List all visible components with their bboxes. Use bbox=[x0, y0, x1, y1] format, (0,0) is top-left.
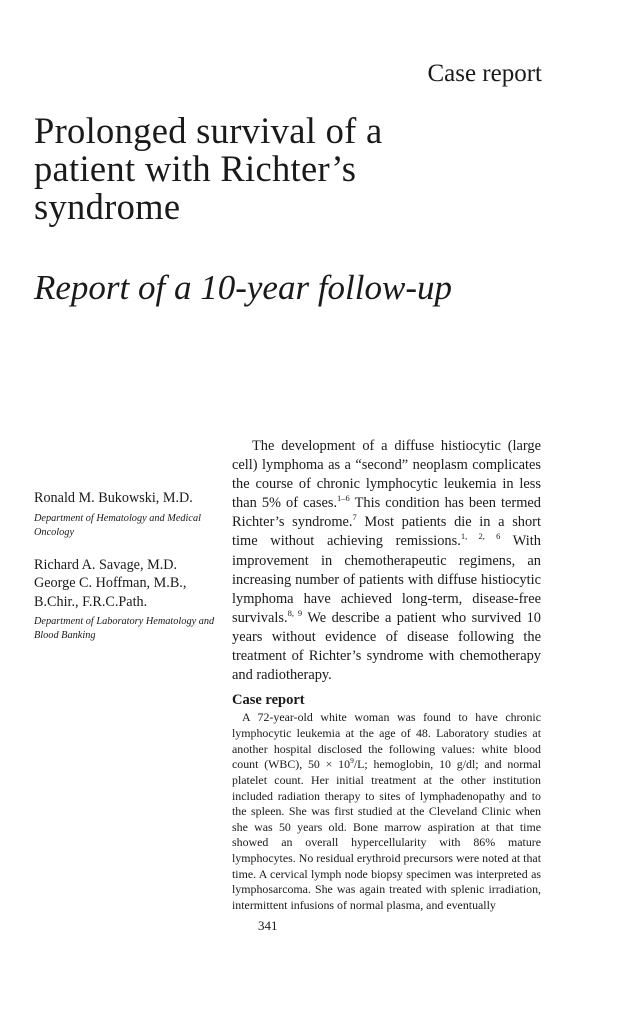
page-number: 341 bbox=[258, 918, 278, 933]
case-report-heading: Case report bbox=[232, 692, 305, 709]
reference-superscript: 1–6 bbox=[337, 493, 350, 504]
article-title: Prolonged survival of a patient with Richter’s syndrome bbox=[34, 110, 383, 227]
author-affiliation: Department of Hematology and Medical Oncology bbox=[34, 512, 202, 538]
reference-superscript: 7 bbox=[352, 512, 357, 523]
case-text: /L; hemoglobin, 10 g/dl; and normal platelet count. Her initial treatment at the other institution included radiation therapy to sites of lymphadenopathy and to the spleen. She was first studied at the Cleveland Clinic when she was 50 years old. Bone marrow aspiration at that time showed an overall hypercellularity with 86% mature lymphocytes. No residual erythroid precursors were noted at that time. A cervical lymph node biopsy specimen was interpreted as lymphosarcoma. She was again treated with splenic irradiation, intermittent infusions of normal plasma, and eventually bbox=[232, 757, 541, 913]
case-text: A 72-year-old white woman was found to have chronic lymphocytic leukemia at the age of 48. Laboratory studies at another hospital disclosed the following values: white blood count (WBC), 50 × 10 bbox=[232, 710, 541, 772]
intro-text: We describe a patient who survived 10 years without evidence of disease following the treatment of Richter’s syndrome with chemotherapy and radiotherapy. bbox=[232, 609, 541, 684]
case-report-paragraph bbox=[232, 710, 541, 914]
reference-superscript: 8, 9 bbox=[287, 608, 303, 619]
exponent-superscript: 9 bbox=[350, 756, 354, 766]
intro-text: The development of a diffuse histiocytic (large cell) lymphoma as a “second” neoplasm complicates the course of chronic lymphocytic leukemia in less than 5% of cases. bbox=[232, 438, 541, 512]
author-name: B.Chir., F.R.C.Path. bbox=[34, 593, 148, 610]
intro-text: With improvement in chemotherapeutic regimens, an increasing number of patients with diffuse histiocytic lymphoma have achieved long-term, disease-free survivals. bbox=[232, 533, 541, 626]
section-label: Case report bbox=[427, 60, 542, 87]
author-name: Ronald M. Bukowski, M.D. bbox=[34, 490, 193, 506]
article-subtitle: Report of a 10-year follow-up bbox=[34, 268, 453, 307]
intro-text: Most patients die in a short time without achieving remissions. bbox=[232, 514, 541, 550]
author-affiliation: Department of Laboratory Hematology and Blood Banking bbox=[34, 616, 215, 641]
intro-text: This condition has been termed Richter’s syndrome. bbox=[232, 495, 541, 531]
author-block bbox=[34, 489, 224, 643]
reference-superscript: 1, 2, 6 bbox=[460, 531, 501, 542]
intro-paragraph bbox=[232, 437, 541, 685]
author-name: George C. Hoffman, M.B., bbox=[34, 575, 187, 591]
author-name: Richard A. Savage, M.D. bbox=[34, 556, 178, 573]
main-column bbox=[232, 437, 541, 914]
